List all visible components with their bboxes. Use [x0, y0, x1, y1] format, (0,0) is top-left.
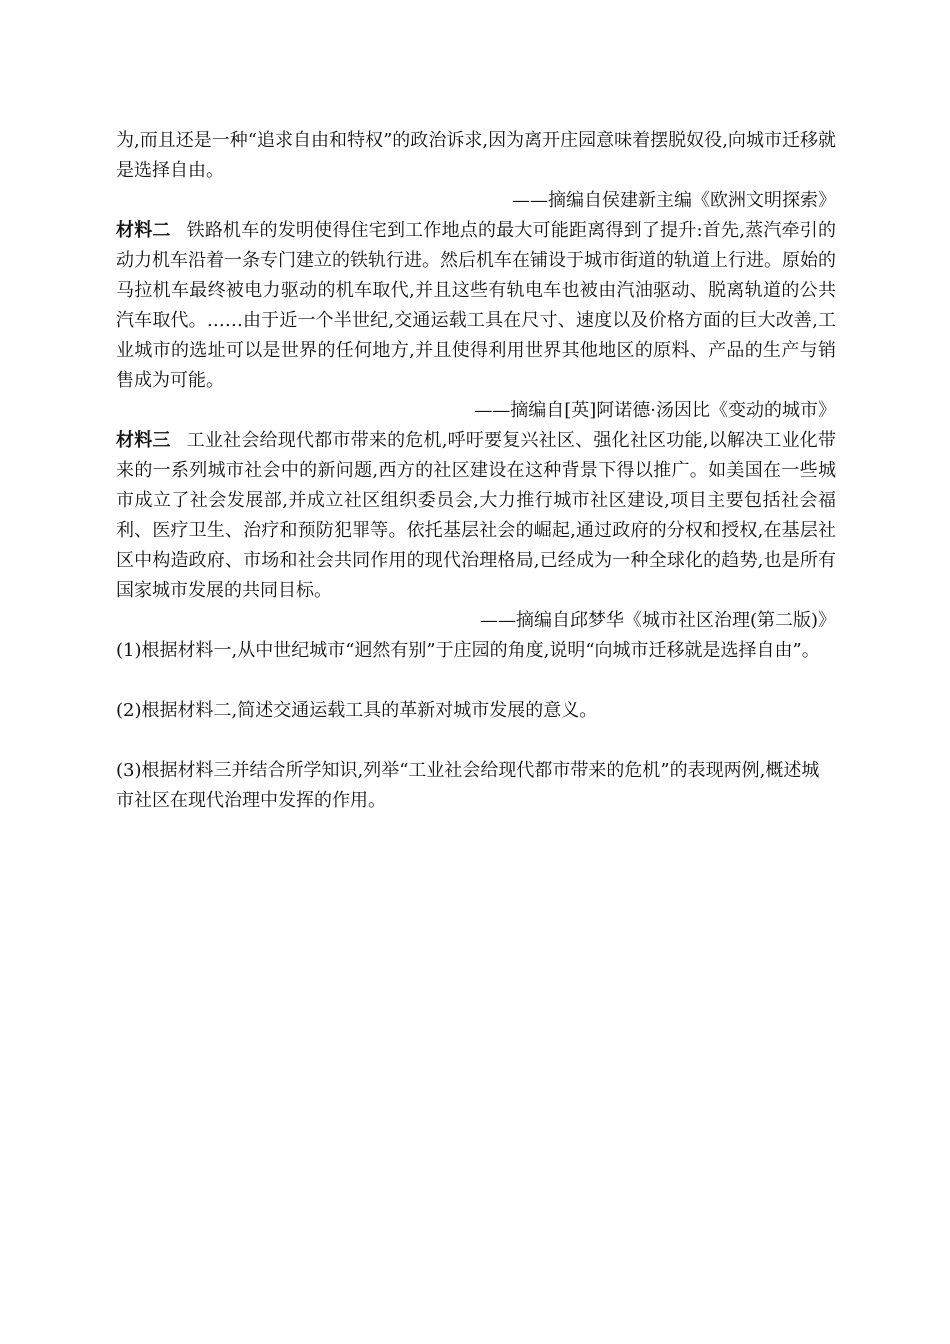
answer-space — [116, 726, 836, 756]
question-2: (2)根据材料二,简述交通运载工具的革新对城市发展的意义。 — [116, 700, 598, 721]
material3-source: ——摘编自邱梦华《城市社区治理(第二版)》 — [479, 610, 836, 631]
document-page — [116, 126, 836, 816]
material1-tail-text: 为,而且还是一种“追求自由和特权”的政治诉求,因为离开庄园意味着摆脱奴役,向城市迁移就是选择自由。 — [116, 130, 836, 181]
material1-source: ——摘编自侯建新主编《欧洲文明探索》 — [512, 190, 836, 211]
material3-label: 材料三 — [116, 430, 171, 451]
question-3: (3)根据材料三并结合所学知识,列举“工业社会给现代都市带来的危机”的表现两例,概述城市社区在现代治理中发挥的作用。 — [116, 760, 820, 811]
material2-label: 材料二 — [116, 220, 171, 241]
material3-text: 工业社会给现代都市带来的危机,呼吁要复兴社区、强化社区功能,以解决工业化带来的一系列城市社会中的新问题,西方的社区建设在这种背景下得以推广。如美国在一些城市成立了社会发展部,并成立社区组织委员会,大力推行城市社区建设,项目主要包括社会福利、医疗卫生、治疗和预防犯罪等。依托基层社会的崛起,通过政府的分权和授权,在基层社区中构造政府、市场和社会共同作用的现代治理格局,已经成为一种全球化的趋势,也是所有国家城市发展的共同目标。 — [116, 430, 837, 601]
material2-source: ——摘编自[英]阿诺德·汤因比《变动的城市》 — [474, 400, 836, 421]
answer-space — [116, 666, 836, 696]
question-1: (1)根据材料一,从中世纪城市“迥然有别”于庄园的角度,说明“向城市迁移就是选择自由”。 — [116, 640, 820, 661]
material2-paragraph — [116, 216, 836, 396]
material3-paragraph — [116, 426, 836, 606]
material2-text: 铁路机车的发明使得住宅到工作地点的最大可能距离得到了提升:首先,蒸汽牵引的动力机车沿着一条专门建立的铁轨行进。然后机车在铺设于城市街道的轨道上行进。原始的马拉机车最终被电力驱动的机车取代,并且这些有轨电车也被由汽油驱动、脱离轨道的公共汽车取代。……由于近一个半世纪,交通运载工具在尺寸、速度以及价格方面的巨大改善,工业城市的选址可以是世界的任何地方,并且使得利用世界其他地区的原料、产品的生产与销售成为可能。 — [116, 220, 836, 391]
